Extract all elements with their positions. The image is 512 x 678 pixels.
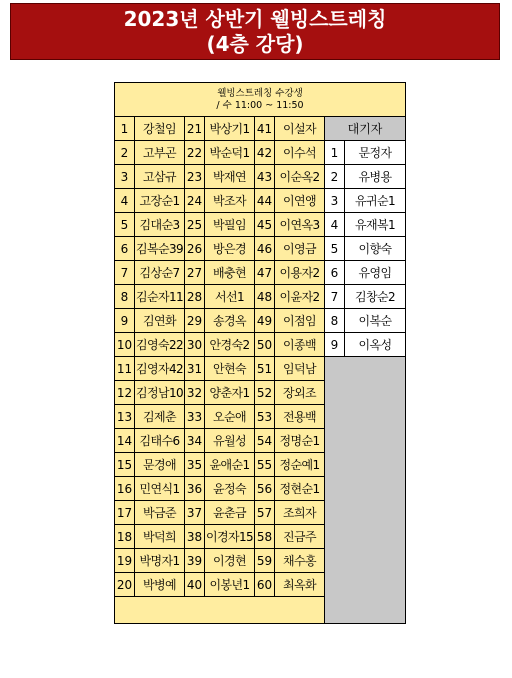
participant-number: 27 (185, 261, 205, 285)
participant-number: 52 (255, 381, 275, 405)
participant-name: 이연옥3 (275, 213, 325, 237)
table-row (115, 141, 406, 165)
participant-number: 28 (185, 285, 205, 309)
participant-number: 2 (115, 141, 135, 165)
participant-number: 22 (185, 141, 205, 165)
participant-name: 방은경 (205, 237, 255, 261)
waitlist-number: 5 (325, 237, 345, 261)
participant-number: 20 (115, 573, 135, 597)
waitlist-name: 유귀순1 (345, 189, 406, 213)
waitlist-name: 유영임 (345, 261, 406, 285)
participant-name: 서선1 (205, 285, 255, 309)
participant-name: 안현숙 (205, 357, 255, 381)
participant-name: 고장순1 (135, 189, 185, 213)
participant-number: 58 (255, 525, 275, 549)
participant-name: 윤애순1 (205, 453, 255, 477)
participant-name: 박병예 (135, 573, 185, 597)
table-row (115, 237, 406, 261)
table-row (115, 165, 406, 189)
participant-number: 33 (185, 405, 205, 429)
participant-name: 박명자1 (135, 549, 185, 573)
participant-name: 김태수6 (135, 429, 185, 453)
participant-name: 이순옥2 (275, 165, 325, 189)
waitlist-number: 4 (325, 213, 345, 237)
waitlist-empty (325, 357, 406, 624)
participant-name: 진금주 (275, 525, 325, 549)
participant-number: 35 (185, 453, 205, 477)
participant-name: 윤정숙 (205, 477, 255, 501)
participant-number: 18 (115, 525, 135, 549)
table-row (115, 357, 406, 381)
participant-number: 14 (115, 429, 135, 453)
participant-name: 박순덕1 (205, 141, 255, 165)
participant-number: 60 (255, 573, 275, 597)
participant-name: 김영자42 (135, 357, 185, 381)
table-row (115, 285, 406, 309)
waitlist-name: 이복순 (345, 309, 406, 333)
participant-number: 5 (115, 213, 135, 237)
participant-number: 11 (115, 357, 135, 381)
participant-name: 문경애 (135, 453, 185, 477)
participant-name: 이연앵 (275, 189, 325, 213)
participant-number: 30 (185, 333, 205, 357)
table-row (115, 213, 406, 237)
participant-number: 50 (255, 333, 275, 357)
table-row (115, 117, 406, 141)
participant-name: 이설자 (275, 117, 325, 141)
participant-name: 이점임 (275, 309, 325, 333)
participant-name: 박상기1 (205, 117, 255, 141)
participant-name: 김복순39 (135, 237, 185, 261)
participant-number: 13 (115, 405, 135, 429)
table-row (115, 261, 406, 285)
participant-number: 12 (115, 381, 135, 405)
participant-number: 41 (255, 117, 275, 141)
participant-name: 전용백 (275, 405, 325, 429)
participant-name: 채수홍 (275, 549, 325, 573)
participant-number: 47 (255, 261, 275, 285)
participant-name: 정순예1 (275, 453, 325, 477)
participant-name: 김대순3 (135, 213, 185, 237)
roster-table (114, 82, 406, 624)
participant-number: 49 (255, 309, 275, 333)
participant-number: 17 (115, 501, 135, 525)
participant-name: 오순애 (205, 405, 255, 429)
waitlist-header: 대기자 (325, 117, 406, 141)
participant-number: 23 (185, 165, 205, 189)
participant-name: 김영숙22 (135, 333, 185, 357)
header-title: 웰빙스트레칭 수강생 (217, 87, 303, 99)
participant-number: 29 (185, 309, 205, 333)
waitlist-number: 3 (325, 189, 345, 213)
participant-number: 38 (185, 525, 205, 549)
participant-name: 박금준 (135, 501, 185, 525)
participant-name: 고삼규 (135, 165, 185, 189)
participant-name: 이윤자2 (275, 285, 325, 309)
participant-number: 59 (255, 549, 275, 573)
table-row (115, 309, 406, 333)
participant-name: 김정남10 (135, 381, 185, 405)
participant-number: 26 (185, 237, 205, 261)
participant-name: 안경숙2 (205, 333, 255, 357)
waitlist-name: 이향숙 (345, 237, 406, 261)
waitlist-name: 유재복1 (345, 213, 406, 237)
participant-number: 10 (115, 333, 135, 357)
header-schedule: / 수 11:00 ~ 11:50 (216, 99, 304, 111)
participant-number: 48 (255, 285, 275, 309)
participant-name: 김연화 (135, 309, 185, 333)
participant-number: 16 (115, 477, 135, 501)
waitlist-name: 문정자 (345, 141, 406, 165)
participant-number: 39 (185, 549, 205, 573)
waitlist-number: 7 (325, 285, 345, 309)
waitlist-number: 9 (325, 333, 345, 357)
participant-name: 이경현 (205, 549, 255, 573)
participant-number: 24 (185, 189, 205, 213)
participant-name: 양춘자1 (205, 381, 255, 405)
participant-number: 40 (185, 573, 205, 597)
participant-number: 44 (255, 189, 275, 213)
participant-name: 민연식1 (135, 477, 185, 501)
participant-number: 34 (185, 429, 205, 453)
participant-number: 46 (255, 237, 275, 261)
participant-number: 54 (255, 429, 275, 453)
participant-number: 51 (255, 357, 275, 381)
participant-number: 19 (115, 549, 135, 573)
footer-blank (115, 597, 325, 624)
participant-name: 이영금 (275, 237, 325, 261)
participant-name: 강철임 (135, 117, 185, 141)
participant-name: 박필임 (205, 213, 255, 237)
participant-name: 정명순1 (275, 429, 325, 453)
participant-number: 21 (185, 117, 205, 141)
participant-name: 박조자 (205, 189, 255, 213)
participant-number: 55 (255, 453, 275, 477)
waitlist-number: 6 (325, 261, 345, 285)
title-banner (10, 3, 500, 60)
participant-name: 정현순1 (275, 477, 325, 501)
waitlist-name: 김창순2 (345, 285, 406, 309)
participant-name: 이봉년1 (205, 573, 255, 597)
waitlist-name: 이옥성 (345, 333, 406, 357)
participant-name: 김상순7 (135, 261, 185, 285)
participant-number: 7 (115, 261, 135, 285)
waitlist-number: 2 (325, 165, 345, 189)
title-line-2: (4층 강당) (206, 32, 304, 56)
participant-name: 이수석 (275, 141, 325, 165)
participant-name: 김순자11 (135, 285, 185, 309)
participant-number: 15 (115, 453, 135, 477)
participant-name: 박재연 (205, 165, 255, 189)
participant-name: 유월성 (205, 429, 255, 453)
participant-number: 31 (185, 357, 205, 381)
participant-number: 6 (115, 237, 135, 261)
table-row (115, 333, 406, 357)
table-row (115, 189, 406, 213)
title-line-1: 2023년 상반기 웰빙스트레칭 (123, 7, 387, 31)
participant-number: 8 (115, 285, 135, 309)
header-row (115, 83, 406, 117)
participant-number: 1 (115, 117, 135, 141)
roster-body (115, 83, 406, 624)
participant-number: 45 (255, 213, 275, 237)
participant-number: 32 (185, 381, 205, 405)
participant-name: 이경자15 (205, 525, 255, 549)
participant-name: 이용자2 (275, 261, 325, 285)
participant-number: 4 (115, 189, 135, 213)
participant-name: 최옥화 (275, 573, 325, 597)
participant-number: 37 (185, 501, 205, 525)
waitlist-number: 1 (325, 141, 345, 165)
participant-number: 42 (255, 141, 275, 165)
participant-name: 송경옥 (205, 309, 255, 333)
participant-name: 배충현 (205, 261, 255, 285)
participant-number: 36 (185, 477, 205, 501)
participant-name: 윤춘금 (205, 501, 255, 525)
participant-number: 43 (255, 165, 275, 189)
participant-number: 3 (115, 165, 135, 189)
table-header (115, 83, 406, 117)
participant-name: 임덕남 (275, 357, 325, 381)
waitlist-number: 8 (325, 309, 345, 333)
participant-number: 57 (255, 501, 275, 525)
participant-number: 25 (185, 213, 205, 237)
participant-name: 이종백 (275, 333, 325, 357)
participant-name: 박덕희 (135, 525, 185, 549)
participant-name: 김제춘 (135, 405, 185, 429)
participant-name: 고부곤 (135, 141, 185, 165)
participant-number: 53 (255, 405, 275, 429)
participant-number: 9 (115, 309, 135, 333)
waitlist-name: 유병용 (345, 165, 406, 189)
participant-name: 장외조 (275, 381, 325, 405)
participant-number: 56 (255, 477, 275, 501)
participant-name: 조희자 (275, 501, 325, 525)
